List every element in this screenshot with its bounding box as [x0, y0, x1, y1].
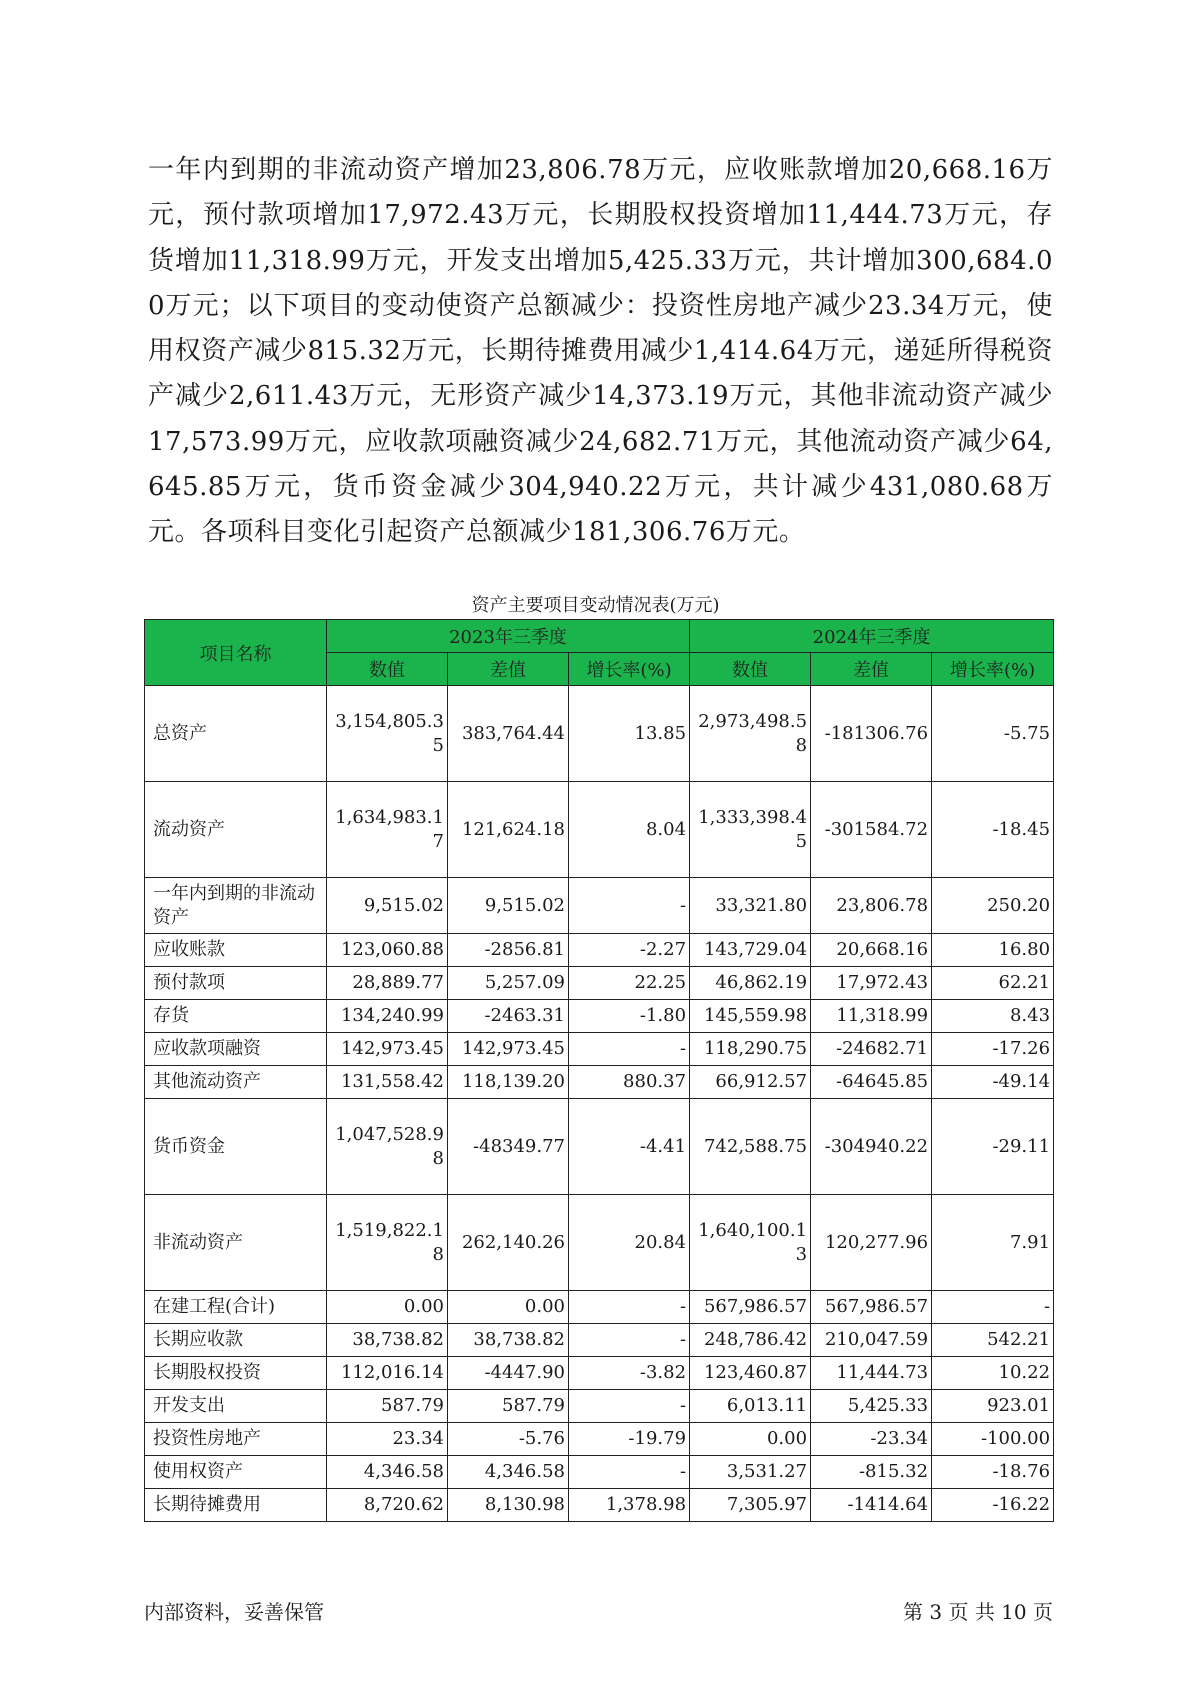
cell-value-2024: 1,640,100.13: [690, 1195, 811, 1291]
cell-item-name: 非流动资产: [145, 1195, 327, 1291]
cell-diff-2023: -4447.90: [448, 1357, 569, 1390]
cell-rate-2023: -: [569, 1033, 690, 1066]
cell-diff-2023: 4,346.58: [448, 1456, 569, 1489]
cell-diff-2023: 121,624.18: [448, 782, 569, 878]
cell-rate-2024: 8.43: [932, 1000, 1054, 1033]
cell-value-2023: 38,738.82: [327, 1324, 448, 1357]
table-row: [145, 1066, 1054, 1099]
cell-diff-2024: 20,668.16: [811, 934, 932, 967]
table-row: [145, 1390, 1054, 1423]
asset-change-table: [144, 619, 1054, 1522]
header-rate-2024: 增长率(%): [932, 653, 1054, 686]
header-value-2023: 数值: [327, 653, 448, 686]
cell-value-2024: 143,729.04: [690, 934, 811, 967]
cell-diff-2024: -301584.72: [811, 782, 932, 878]
cell-item-name: 其他流动资产: [145, 1066, 327, 1099]
cell-value-2023: 3,154,805.35: [327, 686, 448, 782]
table-row: [145, 1033, 1054, 1066]
cell-diff-2024: 11,444.73: [811, 1357, 932, 1390]
cell-rate-2024: -100.00: [932, 1423, 1054, 1456]
cell-diff-2023: 118,139.20: [448, 1066, 569, 1099]
cell-value-2024: 46,862.19: [690, 967, 811, 1000]
cell-diff-2024: 120,277.96: [811, 1195, 932, 1291]
cell-item-name: 存货: [145, 1000, 327, 1033]
cell-diff-2024: -23.34: [811, 1423, 932, 1456]
cell-rate-2023: 20.84: [569, 1195, 690, 1291]
cell-value-2023: 9,515.02: [327, 878, 448, 934]
cell-rate-2023: -: [569, 1390, 690, 1423]
cell-value-2023: 1,047,528.98: [327, 1099, 448, 1195]
cell-rate-2024: 16.80: [932, 934, 1054, 967]
cell-rate-2023: 8.04: [569, 782, 690, 878]
cell-rate-2024: 250.20: [932, 878, 1054, 934]
cell-value-2024: 123,460.87: [690, 1357, 811, 1390]
cell-item-name: 在建工程(合计): [145, 1291, 327, 1324]
cell-rate-2024: -49.14: [932, 1066, 1054, 1099]
cell-item-name: 货币资金: [145, 1099, 327, 1195]
cell-rate-2023: -19.79: [569, 1423, 690, 1456]
cell-diff-2023: 38,738.82: [448, 1324, 569, 1357]
cell-diff-2024: -304940.22: [811, 1099, 932, 1195]
cell-value-2024: 567,986.57: [690, 1291, 811, 1324]
header-value-2024: 数值: [690, 653, 811, 686]
cell-rate-2024: 7.91: [932, 1195, 1054, 1291]
table-row: [145, 934, 1054, 967]
cell-value-2024: 0.00: [690, 1423, 811, 1456]
table-row: [145, 1000, 1054, 1033]
cell-diff-2023: 383,764.44: [448, 686, 569, 782]
cell-item-name: 投资性房地产: [145, 1423, 327, 1456]
cell-rate-2023: -: [569, 1291, 690, 1324]
table-caption: 资产主要项目变动情况表(万元): [471, 595, 720, 616]
cell-rate-2024: -29.11: [932, 1099, 1054, 1195]
cell-value-2024: 3,531.27: [690, 1456, 811, 1489]
cell-rate-2024: -18.76: [932, 1456, 1054, 1489]
table-row: [145, 1195, 1054, 1291]
cell-rate-2024: -18.45: [932, 782, 1054, 878]
cell-diff-2024: 23,806.78: [811, 878, 932, 934]
cell-value-2023: 123,060.88: [327, 934, 448, 967]
cell-item-name: 总资产: [145, 686, 327, 782]
cell-rate-2023: -: [569, 1324, 690, 1357]
header-period-2024: 2024年三季度: [690, 620, 1054, 653]
header-diff-2024: 差值: [811, 653, 932, 686]
cell-diff-2024: -181306.76: [811, 686, 932, 782]
cell-diff-2024: -64645.85: [811, 1066, 932, 1099]
cell-value-2024: 1,333,398.45: [690, 782, 811, 878]
table-row: [145, 1357, 1054, 1390]
cell-rate-2023: 22.25: [569, 967, 690, 1000]
cell-item-name: 长期待摊费用: [145, 1489, 327, 1522]
cell-value-2024: 742,588.75: [690, 1099, 811, 1195]
cell-diff-2024: -1414.64: [811, 1489, 932, 1522]
cell-diff-2024: 210,047.59: [811, 1324, 932, 1357]
cell-diff-2023: 142,973.45: [448, 1033, 569, 1066]
table-row: [145, 1456, 1054, 1489]
cell-value-2024: 6,013.11: [690, 1390, 811, 1423]
cell-rate-2024: -: [932, 1291, 1054, 1324]
cell-rate-2023: -3.82: [569, 1357, 690, 1390]
cell-diff-2024: 5,425.33: [811, 1390, 932, 1423]
cell-value-2024: 145,559.98: [690, 1000, 811, 1033]
cell-value-2024: 66,912.57: [690, 1066, 811, 1099]
cell-rate-2024: 923.01: [932, 1390, 1054, 1423]
cell-rate-2024: -5.75: [932, 686, 1054, 782]
cell-value-2024: 118,290.75: [690, 1033, 811, 1066]
cell-diff-2024: 17,972.43: [811, 967, 932, 1000]
cell-value-2024: 33,321.80: [690, 878, 811, 934]
cell-value-2024: 2,973,498.58: [690, 686, 811, 782]
cell-value-2023: 8,720.62: [327, 1489, 448, 1522]
cell-rate-2024: 62.21: [932, 967, 1054, 1000]
cell-item-name: 开发支出: [145, 1390, 327, 1423]
cell-rate-2024: -17.26: [932, 1033, 1054, 1066]
cell-item-name: 长期股权投资: [145, 1357, 327, 1390]
cell-diff-2023: 5,257.09: [448, 967, 569, 1000]
cell-item-name: 应收款项融资: [145, 1033, 327, 1066]
cell-diff-2023: -2856.81: [448, 934, 569, 967]
cell-diff-2023: 262,140.26: [448, 1195, 569, 1291]
cell-value-2023: 28,889.77: [327, 967, 448, 1000]
cell-rate-2024: 10.22: [932, 1357, 1054, 1390]
cell-value-2024: 7,305.97: [690, 1489, 811, 1522]
cell-value-2023: 142,973.45: [327, 1033, 448, 1066]
header-period-2023: 2023年三季度: [327, 620, 690, 653]
cell-value-2023: 587.79: [327, 1390, 448, 1423]
cell-value-2023: 131,558.42: [327, 1066, 448, 1099]
table-row: [145, 967, 1054, 1000]
table-row: [145, 1099, 1054, 1195]
table-row: [145, 1324, 1054, 1357]
cell-rate-2023: 880.37: [569, 1066, 690, 1099]
cell-rate-2024: -16.22: [932, 1489, 1054, 1522]
cell-value-2023: 23.34: [327, 1423, 448, 1456]
cell-diff-2023: 587.79: [448, 1390, 569, 1423]
footer-page-number: 第 3 页 共 10 页: [903, 1600, 1053, 1624]
table-row: [145, 1489, 1054, 1522]
cell-diff-2023: 8,130.98: [448, 1489, 569, 1522]
cell-value-2023: 4,346.58: [327, 1456, 448, 1489]
cell-rate-2023: -: [569, 1456, 690, 1489]
header-diff-2023: 差值: [448, 653, 569, 686]
footer-confidential: 内部资料，妥善保管: [144, 1600, 324, 1624]
cell-value-2024: 248,786.42: [690, 1324, 811, 1357]
cell-value-2023: 1,634,983.17: [327, 782, 448, 878]
cell-diff-2024: -24682.71: [811, 1033, 932, 1066]
table-row: [145, 1423, 1054, 1456]
cell-diff-2024: 11,318.99: [811, 1000, 932, 1033]
cell-diff-2023: -48349.77: [448, 1099, 569, 1195]
cell-value-2023: 1,519,822.18: [327, 1195, 448, 1291]
cell-diff-2023: -2463.31: [448, 1000, 569, 1033]
cell-diff-2024: -815.32: [811, 1456, 932, 1489]
cell-value-2023: 134,240.99: [327, 1000, 448, 1033]
cell-item-name: 使用权资产: [145, 1456, 327, 1489]
cell-item-name: 一年内到期的非流动资产: [145, 878, 327, 934]
cell-diff-2024: 567,986.57: [811, 1291, 932, 1324]
cell-item-name: 预付款项: [145, 967, 327, 1000]
cell-rate-2024: 542.21: [932, 1324, 1054, 1357]
header-rate-2023: 增长率(%): [569, 653, 690, 686]
cell-item-name: 长期应收款: [145, 1324, 327, 1357]
body-paragraph: 一年内到期的非流动资产增加23,806.78万元，应收账款增加20,668.16万元，预付款项增加17,972.43万元，长期股权投资增加11,444.73万元，存货增加11,318.99万元，开发支出增加5,425.33万元，共计增加300,684.00万元；以下项目的变动使资产总额减少：投资性房地产减少23.34万元，使用权资产减少815.32万元，长期待摊费用减少1,414.64万元，递延所得税资产减少2,611.43万元，无形资产减少14,373.19万元，其他非流动资产减少17,573.99万元，应收款项融资减少24,682.71万元，其他流动资产减少64,645.85万元，货币资金减少304,940.22万元，共计减少431,080.68万元。各项科目变化引起资产总额减少181,306.76万元。: [148, 155, 1053, 548]
cell-diff-2023: 0.00: [448, 1291, 569, 1324]
cell-rate-2023: -4.41: [569, 1099, 690, 1195]
cell-value-2023: 0.00: [327, 1291, 448, 1324]
cell-rate-2023: -2.27: [569, 934, 690, 967]
cell-item-name: 应收账款: [145, 934, 327, 967]
cell-rate-2023: -1.80: [569, 1000, 690, 1033]
cell-value-2023: 112,016.14: [327, 1357, 448, 1390]
cell-item-name: 流动资产: [145, 782, 327, 878]
table-row: [145, 878, 1054, 934]
table-row: [145, 686, 1054, 782]
table-row: [145, 1291, 1054, 1324]
cell-rate-2023: -: [569, 878, 690, 934]
header-item-name: 项目名称: [145, 620, 327, 686]
cell-diff-2023: -5.76: [448, 1423, 569, 1456]
cell-rate-2023: 13.85: [569, 686, 690, 782]
table-row: [145, 782, 1054, 878]
cell-rate-2023: 1,378.98: [569, 1489, 690, 1522]
cell-diff-2023: 9,515.02: [448, 878, 569, 934]
